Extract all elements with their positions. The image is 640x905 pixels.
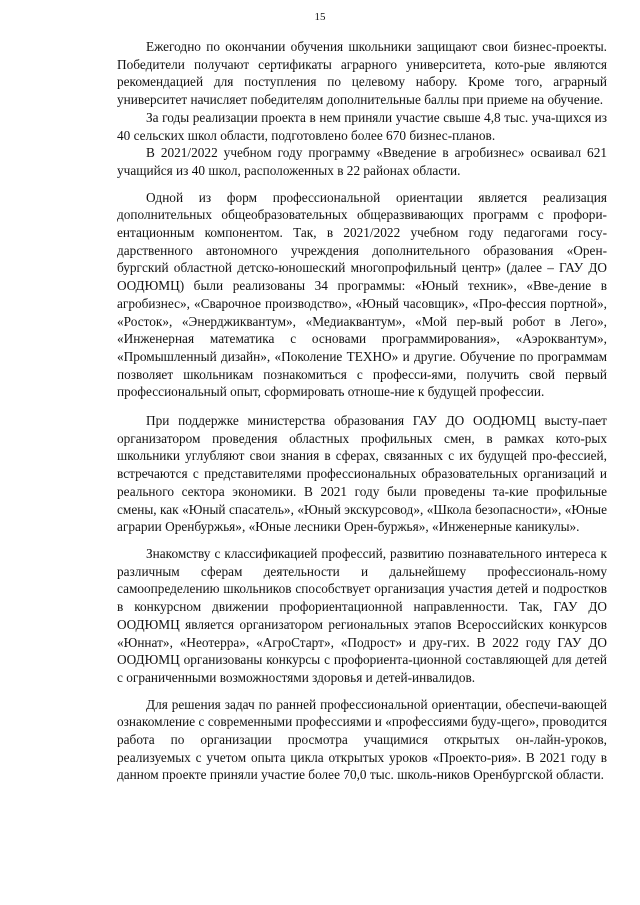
body-text: [117, 38, 607, 784]
paragraph-business-projects: Ежегодно по окончании обучения школьники защищают свои бизнес-проекты. Победители получают сертификаты аграрного университета, кото-рые являются рекомендацией для поступления по целевому набору. Кроме того, аграрный университет начисляет победителям дополнительные баллы при приеме на обучение.: [117, 39, 607, 108]
paragraph-profile-shifts: При поддержке министерства образования ГАУ ДО ООДЮМЦ высту-пает организатором проведения областных профильных смен, в рамках кото-рых школьники углубляют свои знания в сферах, связанных с их будущей про-фессией, встречаются с представителями профессиональных образовательных организаций и реального сектора экономики. В 2021 году были проведены та-кие профильные смены, как «Юный спасатель», «Юный экскурсовод», «Школа безопасности», «Юные аграрии Оренбуржья», «Юные лесники Орен-буржья», «Инженерные каникулы».: [117, 413, 607, 535]
paragraph-additional-programs: Одной из форм профессиональной ориентации является реализация дополнительных общеобразовательных общеразвивающих программ с профори-ентационным компонентом. Так, в 2021/2022 учебном году педагогами госу-дарственного автономного учреждения дополнительного образования «Орен-бургский областной детско-юношеский многопрофильный центр» (далее – ГАУ ДО ООДЮМЦ) были реализованы 34 программы: «Юный техник», «Вве-дение в агробизнес», «Сварочное производство», «Юный часовщик», «Про-фессия портной», «Росток», «Энерджиквантум», «Медиаквантум», «Мой пер-вый робот в Лего», «Инженерная математика с основами программирования», «Аэроквантум», «Промышленный дизайн», «Поколение ТЕХНО» и другие. Обучение по программам позволяет школьникам познакомиться с професси-ями, получить свой первый профессиональный опыт, сформировать отноше-ние к будущей профессии.: [117, 189, 607, 400]
paragraph-competitions: Знакомству с классификацией профессий, развитию познавательного интереса к различным сферам деятельности и дальнейшему профессиональ-ному самоопределению школьников способствует организация участия детей и подростков в конкурсном движении профориентационной направленности. Так, ГАУ ДО ООДЮМЦ является организатором региональных этапов Всероссийских конкурсов «Юннат», «Неотерра», «АгроСтарт», «Подрост» и дру-гих. В 2022 году ГАУ ДО ООДЮМЦ организованы конкурсы с профориента-ционной составляющей для детей с ограниченными возможностями здоровья и детей-инвалидов.: [117, 545, 607, 685]
paragraph-project-participants: За годы реализации проекта в нем приняли участие свыше 4,8 тыс. уча-щихся из 40 сельских школ области, подготовлено более 670 бизнес-планов.: [117, 109, 607, 143]
paragraph-open-lessons: Для решения задач по ранней профессиональной ориентации, обеспечи-вающей ознакомление с современными профессиями и «профессиями буду-щего», проводится работа по организации просмотра учащимися открытых он-лайн-уроков, реализуемых с учетом опыта цикла открытых уроков «Проекто-рия». В 2021 году в данном проекте приняли участие более 70,0 тыс. школь-ников Оренбургской области.: [117, 696, 607, 783]
paragraph-agribusiness-program: В 2021/2022 учебном году программу «Введение в агробизнес» осваивал 621 учащийся из 40 школ, расположенных в 22 районах области.: [117, 145, 607, 178]
page-number: 15: [314, 11, 326, 23]
